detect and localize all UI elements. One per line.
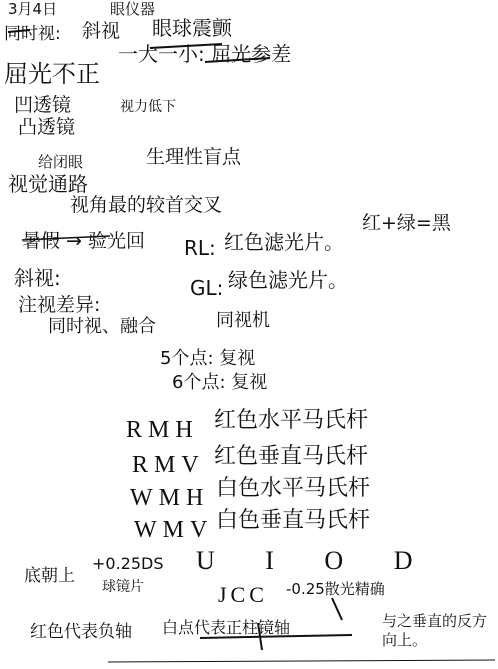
xie-shi: 斜视: <box>14 266 61 290</box>
tongshi-label: 同时视: <box>4 24 61 44</box>
tongshi-item2: 眼球震颤 <box>152 16 232 40</box>
gl-label: GL: <box>190 276 224 300</box>
jcc-note: -0.25散光精确 <box>286 580 385 598</box>
rl-label: RL: <box>184 236 216 260</box>
sheng-li: 生理性盲点 <box>146 146 242 168</box>
five-points: 5个点: 复视 <box>160 348 256 369</box>
maddox-code: RMH <box>126 417 199 443</box>
di-chao-shang: 底朝上 <box>24 566 75 586</box>
maddox-text: 白色水平马氏杆 <box>216 476 371 501</box>
bottom-right-note: 与之垂直的反方向上。 <box>382 612 488 649</box>
maddox-text: 白色垂直马氏杆 <box>216 508 371 533</box>
tongshi-shi: 同时视、融合 <box>48 316 156 337</box>
maddox-text: 红色垂直马氏杆 <box>214 444 369 469</box>
shu-yu: 暑假 → 验光回 <box>22 230 145 252</box>
mang-dian: 视角最的较首交叉 <box>70 194 223 216</box>
uiod-letters: U I O D <box>196 546 435 575</box>
formula: 一大一小: 屈光参差 <box>118 42 292 66</box>
maddox-code: WMV <box>134 517 214 543</box>
shi-jue-tou: 视觉通路 <box>8 172 88 196</box>
jcc-label: JCC <box>218 582 268 607</box>
tongshi-item1: 斜视 <box>82 20 121 42</box>
maddox-code: RMV <box>132 452 205 478</box>
tu-tou-jing: 凸透镜 <box>18 116 76 138</box>
red-plus-green: 红+绿=黑 <box>362 212 451 234</box>
shi-li-di-xia: 视力低下 <box>120 99 176 115</box>
white-dot-meaning: 白点代表正柱镜轴 <box>162 618 291 637</box>
date: 3月4日 <box>8 0 58 18</box>
ds-value: +0.25DS <box>92 554 164 573</box>
jiu-zheng-shi: 给闭眼 <box>38 153 84 171</box>
six-points: 6个点: 复视 <box>172 372 268 393</box>
ds-note: 球镜片 <box>102 579 144 595</box>
ao-tou-jing: 凹透镜 <box>14 94 72 116</box>
tongshi-ji: 同视机 <box>216 310 270 331</box>
red-dot-meaning: 红色代表负轴 <box>30 622 132 642</box>
gl-text: 绿色滤光片。 <box>228 268 348 292</box>
rl-text: 红色滤光片。 <box>224 230 344 254</box>
qu-guang-bu-zheng: 屈光不正 <box>4 60 100 88</box>
date-topic: 眼仪器 <box>110 0 156 18</box>
zhu-shi: 注视差异: <box>18 294 101 316</box>
maddox-text: 红色水平马氏杆 <box>214 408 369 433</box>
maddox-code: WMH <box>130 485 210 511</box>
